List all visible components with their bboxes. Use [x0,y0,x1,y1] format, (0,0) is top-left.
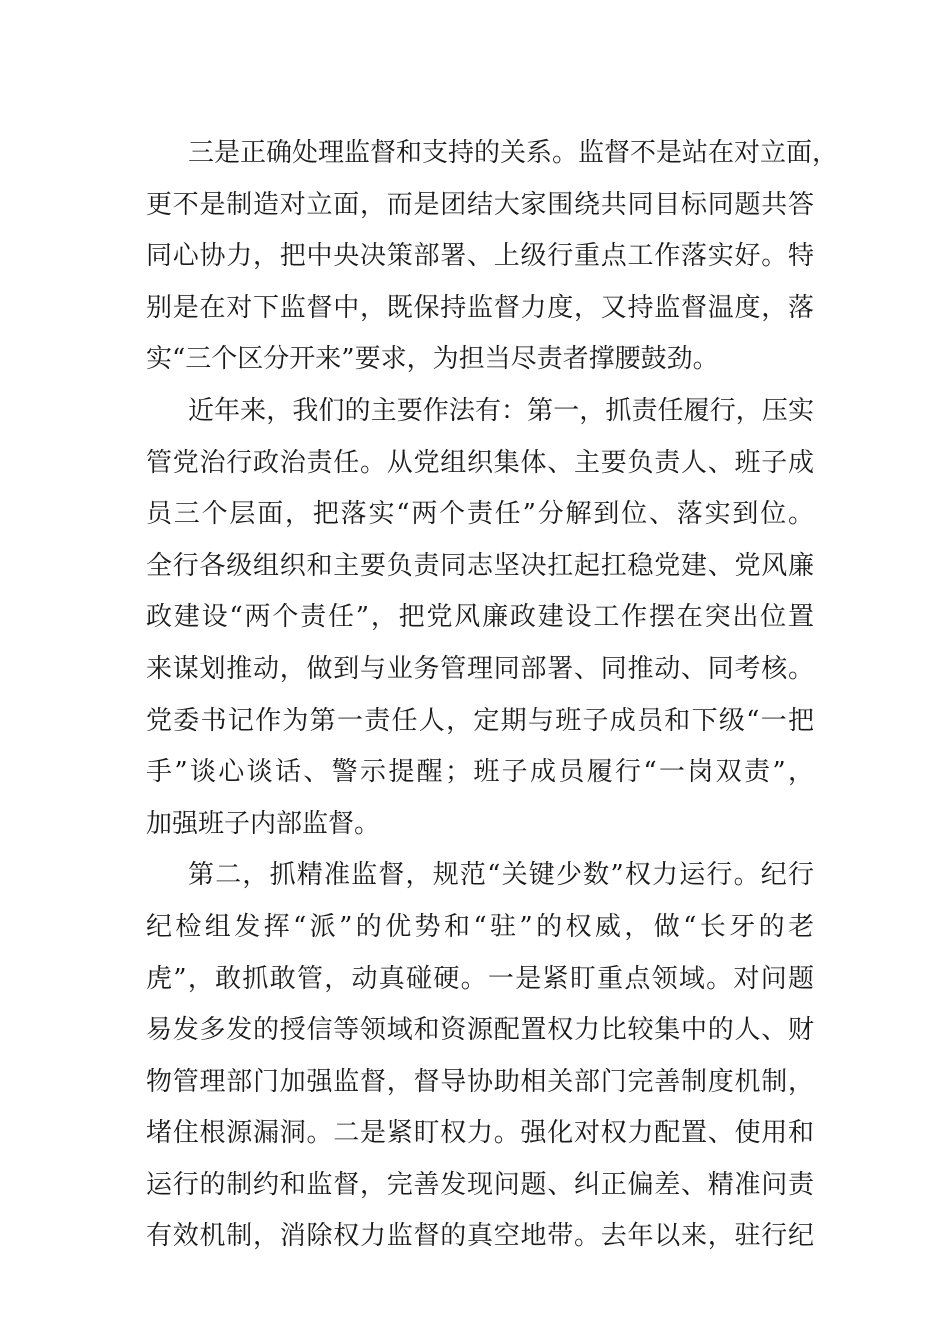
text-line: 三是正确处理监督和支持的关系。监督不是站在对立面， [188,138,839,168]
text-line: 手”谈心谈话、警示提醒；班子成员履行“一岗双责”， [146,757,814,788]
text-line: 堵住根源漏洞。二是紧盯权力。强化对权力配置、使用和 [146,1118,814,1149]
text-line: 近年来，我们的主要作法有：第一，抓责任履行，压实 [188,395,814,426]
paragraph-precise-supervision [146,850,814,1263]
text-line: 来谋划推动，做到与业务管理同部署、同推动、同考核。 [146,653,814,684]
text-line: 党委书记作为第一责任人，定期与班子成员和下级“一把 [146,705,814,736]
text-line: 有效机制，消除权力监督的真空地带。去年以来，驻行纪 [146,1221,814,1252]
text-line: 物管理部门加强监督，督导协助相关部门完善制度机制， [146,1066,814,1097]
text-line: 易发多发的授信等领域和资源配置权力比较集中的人、财 [146,1015,814,1046]
text-line: 更不是制造对立面，而是团结大家围绕共同目标同题共答 [146,189,814,220]
text-line: 管党治行政治责任。从党组织集体、主要负责人、班子成 [146,447,814,478]
text-line: 员三个层面，把落实“两个责任”分解到位、落实到位。 [146,499,814,530]
text-line: 同心协力，把中央决策部署、上级行重点工作落实好。特 [146,241,814,272]
paragraph-supervision-support [146,128,839,386]
text-line: 别是在对下监督中，既保持监督力度，又持监督温度，落 [146,292,814,323]
text-line: 加强班子内部监督。 [146,808,381,839]
paragraph-main-practices [146,386,814,850]
text-line: 全行各级组织和主要负责同志坚决扛起扛稳党建、党风廉 [146,550,814,581]
text-line: 第二，抓精准监督，规范“关键少数”权力运行。纪行 [188,860,814,891]
text-line: 虎”，敢抓敢管，动真碰硬。一是紧盯重点领域。对问题 [146,963,814,994]
text-line: 实“三个区分开来”要求，为担当尽责者撑腰鼓劲。 [146,344,719,375]
text-line: 纪检组发挥“派”的优势和“驻”的权威，做“长牙的老 [146,911,814,942]
text-line: 运行的制约和监督，完善发现问题、纠正偏差、精准问责 [146,1169,814,1200]
text-line: 政建设“两个责任”，把党风廉政建设工作摆在突出位置 [146,602,814,633]
document-body [146,128,839,1263]
